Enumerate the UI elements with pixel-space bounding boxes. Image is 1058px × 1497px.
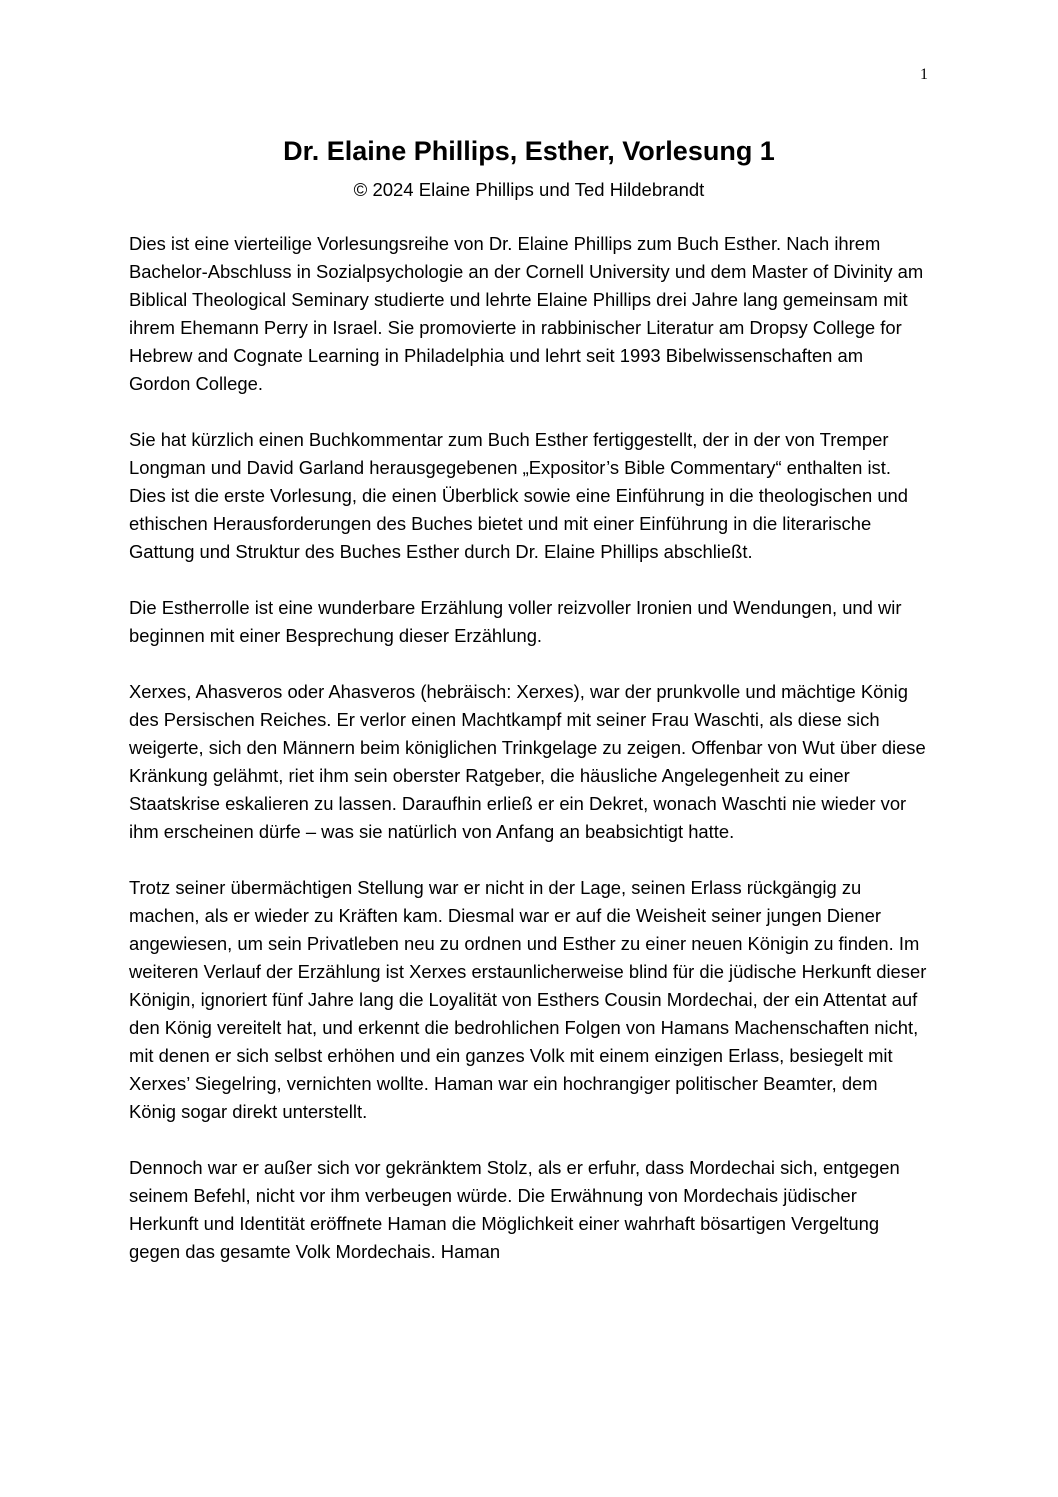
paragraph-6: Dennoch war er außer sich vor gekränktem Stolz, als er erfuhr, dass Mordechai sich, entgegen seinem Befehl, nicht vor ihm verbeugen würde. Die Erwähnung von Mordechais jüdischer Herkunft und Identität eröffnete Haman die Möglichkeit einer wahrhaft bösartigen Vergeltung gegen das gesamte Volk Mordechais. Haman (129, 1157, 900, 1262)
paragraph-4: Xerxes, Ahasveros oder Ahasveros (hebräisch: Xerxes), war der prunkvolle und mächtige König des Persischen Reiches. Er verlor einen Machtkampf mit seiner Frau Waschti, als diese sich weigerte, sich den Männern beim königlichen Trinkgelage zu zeigen. Offenbar von Wut über diese Kränkung gelähmt, riet ihm sein oberster Ratgeber, die häusliche Angelegenheit zu einer Staatskrise eskalieren zu lassen. Daraufhin erließ er ein Dekret, wonach Waschti nie wieder vor ihm erscheinen dürfe – was sie natürlich von Anfang an beabsichtigt hatte. (129, 681, 926, 842)
document-title: Dr. Elaine Phillips, Esther, Vorlesung 1 (283, 136, 775, 166)
paragraph-5: Trotz seiner übermächtigen Stellung war er nicht in der Lage, seinen Erlass rückgängig zu machen, als er wieder zu Kräften kam. Diesmal war er auf die Weisheit seiner jungen Diener angewiesen, um sein Privatleben neu zu ordnen und Esther zu einer neuen Königin zu finden. Im weiteren Verlauf der Erzählung ist Xerxes erstaunlicherweise blind für die jüdische Herkunft dieser Königin, ignoriert fünf Jahre lang die Loyalität von Esthers Cousin Mordechai, der ein Attentat auf den König vereitelt hat, und erkennt die bedrohlichen Folgen von Hamans Machenschaften nicht, mit denen er sich selbst erhöhen und ein ganzes Volk mit einem einzigen Erlass, besiegelt mit Xerxes’ Siegelring, vernichten wollte. Haman war ein hochrangiger politischer Beamter, dem König sogar direkt unterstellt. (129, 877, 927, 1122)
paragraph-3: Die Estherrolle ist eine wunderbare Erzählung voller reizvoller Ironien und Wendungen, und wir beginnen mit einer Besprechung dieser Erzählung. (129, 597, 902, 646)
page-number: 1 (920, 66, 928, 83)
paragraph-2: Sie hat kürzlich einen Buchkommentar zum Buch Esther fertiggestellt, der in der von Tremper Longman und David Garland herausgegebenen „Expositor’s Bible Commentary“ enthalten ist. Dies ist die erste Vorlesung, die einen Überblick sowie eine Einführung in die theologischen und ethischen Herausforderungen des Buches bietet und mit einer Einführung in die literarische Gattung und Struktur des Buches Esther durch Dr. Elaine Phillips abschließt. (129, 429, 909, 562)
document-body (129, 230, 929, 1294)
copyright-line: © 2024 Elaine Phillips und Ted Hildebrandt (353, 179, 705, 200)
paragraph-1: Dies ist eine vierteilige Vorlesungsreihe von Dr. Elaine Phillips zum Buch Esther. Nach ihrem Bachelor-Abschluss in Sozialpsychologie an der Cornell University und dem Master of Divinity am Biblical Theological Seminary studierte und lehrte Elaine Phillips drei Jahre lang gemeinsam mit ihrem Ehemann Perry in Israel. Sie promovierte in rabbinischer Literatur am Dropsy College for Hebrew and Cognate Learning in Philadelphia und lehrt seit 1993 Bibelwissenschaften am Gordon College. (129, 233, 924, 394)
